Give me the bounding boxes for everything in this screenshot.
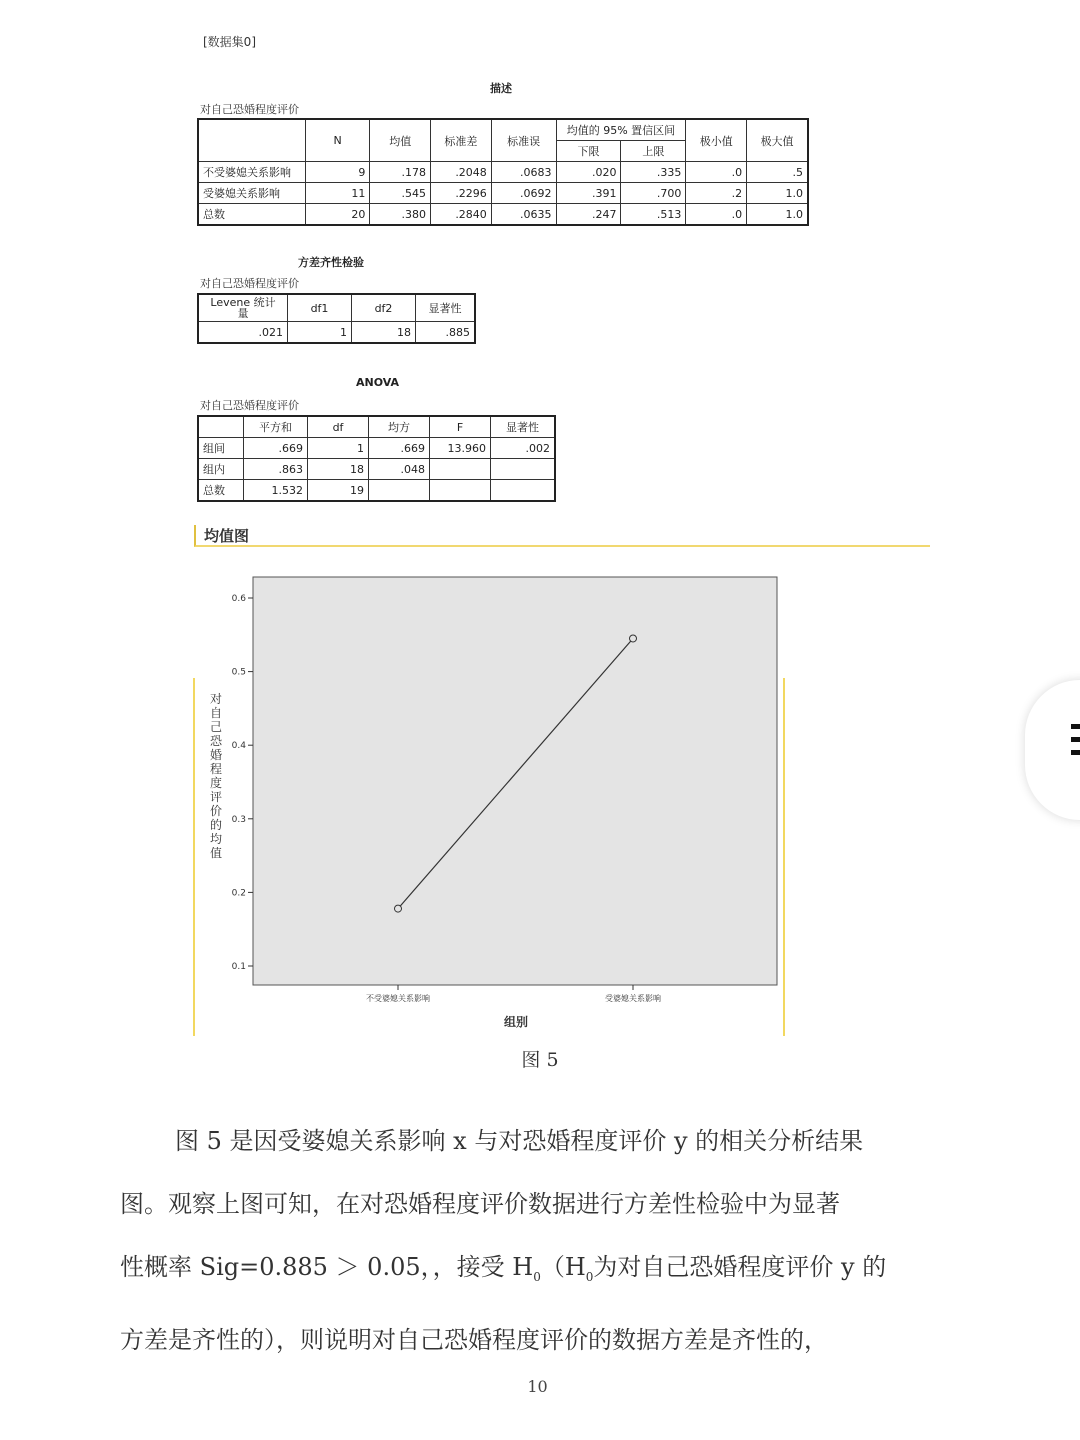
row-label: 受婆媳关系影响	[198, 183, 305, 204]
cell: .247	[556, 204, 621, 226]
y-axis-label: 对自己恐婚程度评价的均值	[209, 692, 223, 860]
y-tick-label: 0.4	[231, 741, 246, 752]
cell	[491, 480, 556, 502]
cell: .020	[556, 162, 621, 183]
cell: .2	[686, 183, 747, 204]
levene-subtitle: 对自己恐婚程度评价	[200, 277, 299, 290]
col-header: 显著性	[491, 416, 556, 438]
cell: 1.0	[747, 204, 808, 226]
row-label: 组间	[198, 438, 244, 459]
y-tick-label: 0.3	[231, 814, 246, 825]
col-header	[198, 294, 288, 322]
cell: .178	[370, 162, 431, 183]
table-row	[198, 480, 555, 502]
cell: 1.532	[244, 480, 308, 502]
subscript: 0	[585, 1269, 594, 1284]
col-header: F	[430, 416, 491, 438]
x-axis	[366, 985, 661, 1003]
x-tick-label: 不受婆媳关系影响	[366, 994, 430, 1003]
cell	[369, 480, 430, 502]
col-header: df	[308, 416, 369, 438]
corner-cell	[198, 119, 305, 162]
corner-cell	[198, 416, 244, 438]
col-header: 标准差	[431, 119, 492, 162]
paragraph-line: 方差是齐性的），则说明对自己恐婚程度评价的数据方差是齐性的，	[120, 1325, 828, 1354]
descriptives-table	[197, 118, 809, 226]
section-heading: 均值图	[194, 525, 930, 547]
cell	[430, 480, 491, 502]
levene-title: 方差齐性检验	[298, 256, 364, 269]
x-axis-label: 组别	[503, 1015, 529, 1029]
cell: .0	[686, 162, 747, 183]
col-header: 上限	[621, 141, 686, 162]
col-header: 均值	[370, 119, 431, 162]
y-tick-label: 0.2	[231, 888, 246, 899]
cell: .0683	[491, 162, 556, 183]
cell: .669	[244, 438, 308, 459]
cell: .5	[747, 162, 808, 183]
cell	[491, 459, 556, 480]
paragraph-line: 图 5 是因受婆媳关系影响 x 与对恐婚程度评价 y 的相关分析结果	[175, 1127, 864, 1155]
col-header: 平方和	[244, 416, 308, 438]
menu-icon	[1071, 724, 1080, 763]
levene-col-label-line1: Levene 统计	[210, 296, 276, 309]
data-point	[395, 905, 402, 912]
descriptives-title: 描述	[490, 82, 512, 95]
col-header: 极小值	[686, 119, 747, 162]
cell: 9	[305, 162, 370, 183]
cell: .0	[686, 204, 747, 226]
cell: 19	[308, 480, 369, 502]
cell: .2840	[431, 204, 492, 226]
levene-col-label-line2: 量	[237, 307, 249, 320]
y-tick-label: 0.1	[231, 962, 246, 972]
paragraph-text: （H	[540, 1253, 586, 1281]
paragraph-line	[120, 1236, 960, 1309]
cell: 18	[352, 322, 416, 344]
paragraph-text: 为对自己恐婚程度评价 y 的	[593, 1253, 887, 1281]
cell: .380	[370, 204, 431, 226]
cell: .863	[244, 459, 308, 480]
means-plot	[190, 560, 800, 1040]
col-header: 均方	[369, 416, 430, 438]
page-number: 10	[527, 1377, 548, 1396]
cell	[430, 459, 491, 480]
col-header: 极大值	[747, 119, 808, 162]
data-point	[630, 635, 637, 642]
floating-menu-button[interactable]	[1025, 680, 1080, 820]
cell: .391	[556, 183, 621, 204]
cell: 1.0	[747, 183, 808, 204]
cell: 11	[305, 183, 370, 204]
table-row	[198, 459, 555, 480]
row-label: 组内	[198, 459, 244, 480]
body-paragraph	[120, 1110, 960, 1372]
table-row	[198, 204, 808, 226]
table-row	[198, 438, 555, 459]
y-tick-label: 0.6	[231, 594, 246, 604]
paragraph-text: 性概率 Sig=0.885 ＞ 0.05，，接受 H	[120, 1253, 534, 1281]
row-label: 不受婆媳关系影响	[198, 162, 305, 183]
cell: 1	[308, 438, 369, 459]
cell: .513	[621, 204, 686, 226]
cell: .669	[369, 438, 430, 459]
plot-area	[253, 577, 777, 985]
col-header: 下限	[556, 141, 621, 162]
descriptives-subtitle: 对自己恐婚程度评价	[200, 103, 299, 116]
x-tick-label: 受婆媳关系影响	[605, 994, 661, 1003]
anova-table	[197, 415, 556, 502]
dataset-label: [数据集0]	[203, 35, 256, 49]
col-header: 标准误	[491, 119, 556, 162]
table-row	[198, 183, 808, 204]
cell: .700	[621, 183, 686, 204]
cell: .2296	[431, 183, 492, 204]
cell: .2048	[431, 162, 492, 183]
col-header: df2	[352, 294, 416, 322]
cell: 20	[305, 204, 370, 226]
cell: .0635	[491, 204, 556, 226]
col-header: df1	[288, 294, 352, 322]
cell: .335	[621, 162, 686, 183]
cell: .0692	[491, 183, 556, 204]
y-axis	[232, 594, 253, 972]
subscript: 0	[533, 1269, 541, 1284]
cell: 1	[288, 322, 352, 344]
table-row	[198, 322, 475, 344]
anova-subtitle: 对自己恐婚程度评价	[200, 399, 299, 412]
cell: .545	[370, 183, 431, 204]
cell: 13.960	[430, 438, 491, 459]
figure-caption: 图 5	[521, 1049, 559, 1071]
cell: .048	[369, 459, 430, 480]
col-header: N	[305, 119, 370, 162]
cell: .021	[198, 322, 288, 344]
y-tick-label: 0.5	[231, 667, 246, 678]
col-header: 显著性	[416, 294, 476, 322]
row-label: 总数	[198, 480, 244, 502]
cell: .885	[416, 322, 476, 344]
row-label: 总数	[198, 204, 305, 226]
cell: .002	[491, 438, 556, 459]
paragraph-line: 图。观察上图可知，在对恐婚程度评价数据进行方差性检验中为显著	[120, 1190, 840, 1218]
cell: 18	[308, 459, 369, 480]
levene-table	[197, 293, 476, 344]
anova-title: ANOVA	[356, 376, 400, 389]
ci-header: 均值的 95% 置信区间	[556, 119, 686, 141]
table-row	[198, 162, 808, 183]
